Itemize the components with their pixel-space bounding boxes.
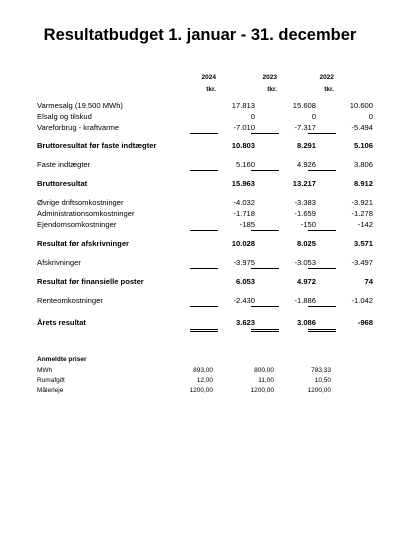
row-value: -4.032 <box>233 198 255 207</box>
underline <box>251 306 279 307</box>
underline <box>251 230 279 231</box>
price-label: Rumafgift <box>37 377 65 384</box>
subtotal-row <box>37 141 373 152</box>
row-value: 13.217 <box>292 179 316 188</box>
price-row <box>37 387 337 397</box>
price-row <box>37 377 337 387</box>
table-row <box>37 296 373 307</box>
price-value: 783,33 <box>311 367 331 374</box>
row-value: 3.806 <box>353 160 373 169</box>
price-value: 800,00 <box>254 367 274 374</box>
row-label: Varmesalg (19.500 MWh) <box>37 101 123 110</box>
row-value: 8.025 <box>296 239 316 248</box>
row-value: -968 <box>357 318 373 327</box>
underline <box>251 268 279 269</box>
row-value: -1.718 <box>233 209 255 218</box>
row-value: -7.317 <box>294 123 316 132</box>
column-unit: tkr. <box>267 86 277 93</box>
row-value: -5.494 <box>351 123 373 132</box>
row-value: 0 <box>368 112 373 121</box>
row-value: -3.497 <box>351 258 373 267</box>
price-value: 1200,00 <box>189 387 213 394</box>
result-row <box>37 318 373 329</box>
row-label: Bruttoresultat <box>37 179 88 188</box>
page-title: Resultatbudget 1. januar - 31. december <box>43 26 357 44</box>
prices-title: Anmeldte priser <box>37 356 87 363</box>
underline <box>190 268 218 269</box>
row-value: 3.623 <box>235 318 255 327</box>
row-value: -7.010 <box>233 123 255 132</box>
double-underline <box>251 329 279 330</box>
row-value: -2.430 <box>233 296 255 305</box>
row-value: -3.921 <box>351 198 373 207</box>
price-label: Målerleje <box>37 387 64 394</box>
price-label: MWh <box>37 367 53 374</box>
underline <box>251 170 279 171</box>
price-value: 12,00 <box>196 377 213 384</box>
row-value: -3.053 <box>294 258 316 267</box>
row-value: 4.972 <box>296 277 316 286</box>
double-underline <box>251 331 279 332</box>
column-year-2022: 2022 <box>319 74 334 81</box>
double-underline <box>190 331 218 332</box>
double-underline <box>190 329 218 330</box>
row-value: -142 <box>357 220 373 229</box>
price-value: 893,00 <box>193 367 213 374</box>
table-row <box>37 101 373 112</box>
row-value: -1.042 <box>351 296 373 305</box>
underline <box>308 306 336 307</box>
row-value: -150 <box>300 220 316 229</box>
row-value: 6.053 <box>235 277 255 286</box>
double-underline <box>308 329 336 330</box>
row-value: -1.659 <box>294 209 316 218</box>
column-unit: tkr. <box>206 86 216 93</box>
price-row <box>37 367 337 377</box>
row-value: -3.383 <box>294 198 316 207</box>
row-label: Faste indtægter <box>37 160 91 169</box>
underline <box>190 230 218 231</box>
row-label: Administrationsomkostninger <box>37 209 135 218</box>
column-year-2023: 2023 <box>262 74 277 81</box>
subtotal-row <box>37 239 373 250</box>
price-value: 1200,00 <box>307 387 331 394</box>
row-value: 0 <box>311 112 316 121</box>
row-value: 15.963 <box>231 179 255 188</box>
row-value: 10.028 <box>231 239 255 248</box>
underline <box>308 268 336 269</box>
row-label: Resultat før finansielle poster <box>37 277 144 286</box>
row-value: 0 <box>250 112 255 121</box>
row-value: 8.291 <box>296 141 316 150</box>
row-value: -185 <box>239 220 255 229</box>
table-row <box>37 112 373 123</box>
row-label: Resultat før afskrivninger <box>37 239 129 248</box>
row-value: 15.608 <box>292 101 316 110</box>
table-row <box>37 198 373 209</box>
table-row <box>37 209 373 220</box>
price-value: 1200,00 <box>250 387 274 394</box>
underline <box>251 133 279 134</box>
row-value: 5.160 <box>235 160 255 169</box>
table-row <box>37 220 373 231</box>
row-label: Bruttoresultat før faste indtægter <box>37 141 157 150</box>
price-value: 11,00 <box>258 377 274 384</box>
row-value: 3.571 <box>353 239 373 248</box>
row-value: -3.975 <box>233 258 255 267</box>
table-row <box>37 258 373 269</box>
underline <box>190 170 218 171</box>
column-unit: tkr. <box>324 86 334 93</box>
row-value: -1.278 <box>351 209 373 218</box>
row-value: 17.813 <box>231 101 255 110</box>
row-value: 10.803 <box>231 141 255 150</box>
underline <box>190 306 218 307</box>
row-label: Renteomkostninger <box>37 296 103 305</box>
row-label: Vareforbrug - kraftvarme <box>37 123 120 132</box>
underline <box>308 170 336 171</box>
row-value: 10.600 <box>349 101 373 110</box>
double-underline <box>308 331 336 332</box>
subtotal-row <box>37 277 373 288</box>
table-row <box>37 123 373 134</box>
row-label: Elsalg og tilskud <box>37 112 92 121</box>
row-value: 5.106 <box>353 141 373 150</box>
price-value: 10,50 <box>314 377 331 384</box>
row-label: Ejendomsomkostninger <box>37 220 117 229</box>
underline <box>308 133 336 134</box>
underline <box>308 230 336 231</box>
column-year-2024: 2024 <box>201 74 216 81</box>
row-label: Øvrige driftsomkostninger <box>37 198 124 207</box>
row-value: 3.086 <box>296 318 316 327</box>
underline <box>190 133 218 134</box>
table-row <box>37 160 373 171</box>
row-label: Årets resultat <box>37 318 86 327</box>
row-value: 8.912 <box>353 179 373 188</box>
row-value: 74 <box>364 277 373 286</box>
subtotal-row <box>37 179 373 190</box>
row-value: 4.926 <box>296 160 316 169</box>
row-value: -1.886 <box>294 296 316 305</box>
row-label: Afskrivninger <box>37 258 81 267</box>
